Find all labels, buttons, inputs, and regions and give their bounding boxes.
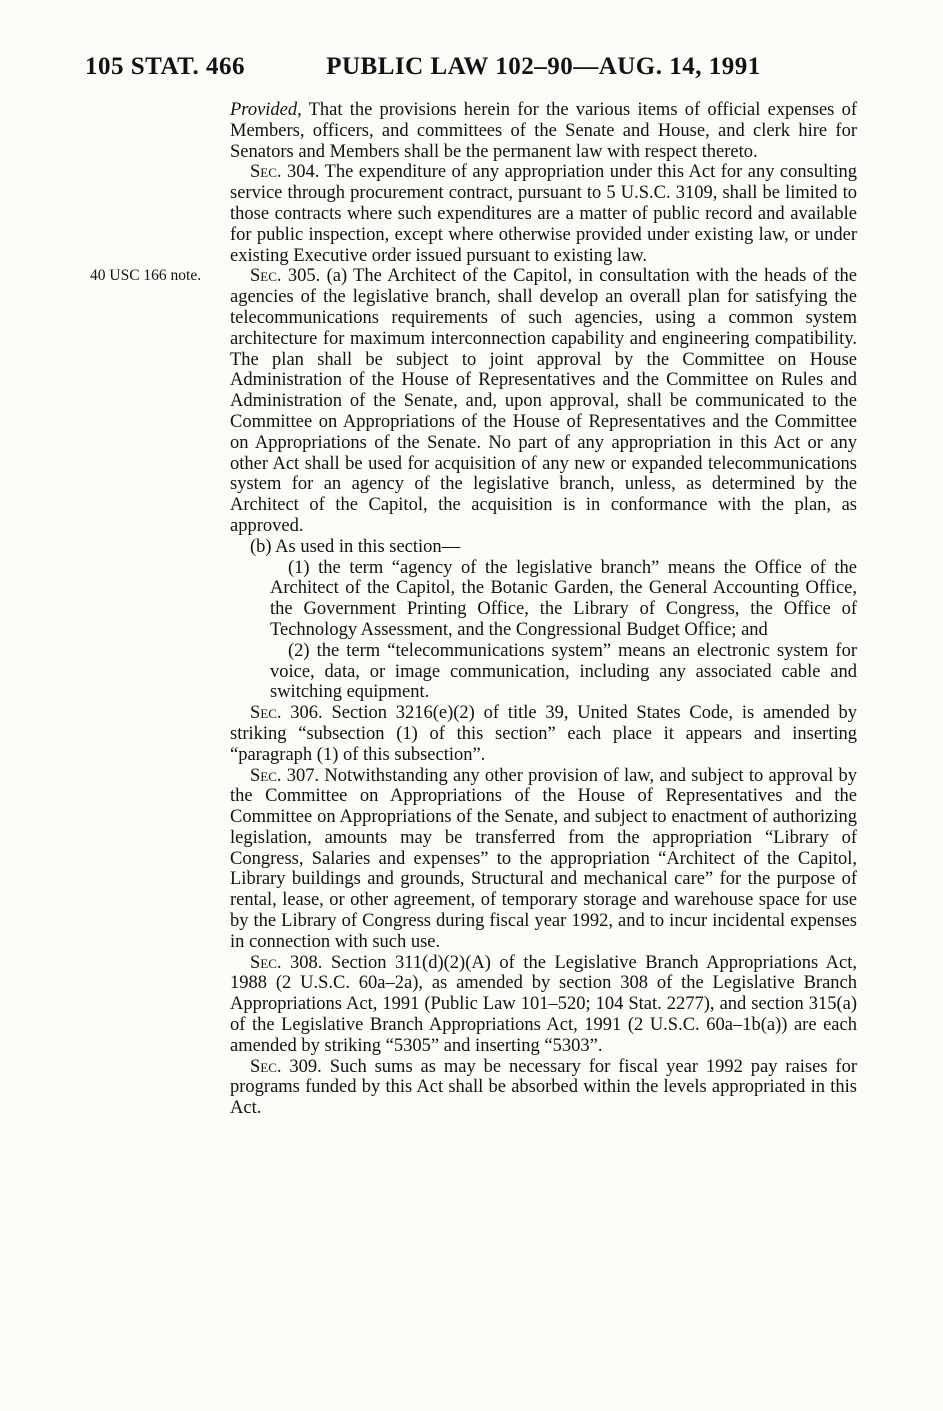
section-label: Sec. 307.: [250, 765, 320, 786]
section-label: Sec. 304.: [250, 162, 320, 183]
paragraph-para-b2: (2) the term “telecommunications system” means an electronic system for voice, data, or image communication, including any associated cable and switching equipment.: [270, 640, 857, 703]
paragraph-proviso: Provided, That the provisions herein for the various items of official expenses of Members, officers, and committees of the Senate and House, and clerk hire for Senators and Members shall be the permanent law with respect thereto.: [230, 100, 857, 162]
section-label: Sec. 306.: [250, 703, 323, 724]
body-text: [230, 100, 857, 1119]
section-label: Sec. 309.: [250, 1056, 322, 1077]
paragraph-sec-307: Sec. 307. Notwithstanding any other provision of law, and subject to approval by the Committee on Appropriations of the House of Representatives and the Committee on Appropriations of the Senate, and subject to enactment of authorizing legislation, amounts may be transferred from the appropriation “Library of Congress, Salaries and expenses” to the appropriation “Architect of the Capitol, Library buildings and grounds, Structural and mechanical care” for the purpose of rental, lease, or other agreement, of temporary storage and warehouse space for use by the Library of Congress during fiscal year 1992, and to incur incidental expenses in connection with such use.: [230, 765, 858, 952]
paragraph-sec-304: Sec. 304. The expenditure of any appropriation under this Act for any consulting service through procurement contract, pursuant to 5 U.S.C. 3109, shall be limited to those contracts where such expenditures are a matter of public record and available for public inspection, except where otherwise provided under existing law, or under existing Executive order issued pursuant to existing law.: [230, 162, 857, 266]
section-label: Sec. 305.: [250, 266, 321, 287]
paragraph-sec-305: Sec. 305. (a) The Architect of the Capitol, in consultation with the heads of the agencies of the legislative branch, shall develop an overall plan for satisfying the telecommunications requirements of such agencies, using a common system architecture for maximum interconnection capability and engineering compatibility. The plan shall be subject to joint approval by the Committee on House Administration of the House of Representatives and the Committee on Rules and Administration of the Senate, and, upon approval, shall be communicated to the Committee on Appropriations of the House of Representatives and the Committee on Appropriations of the Senate. No part of any appropriation in this Act or any other Act shall be used for acquisition of any new or expanded telecommunications system for an agency of the legislative branch, unless, as determined by the Architect of the Capitol, the acquisition is in conformance with the plan, as approved.: [230, 266, 857, 536]
section-label: Sec. 308.: [250, 952, 323, 973]
stat-page-number: 105 STAT. 466: [85, 53, 245, 80]
paragraph-para-b: (b) As used in this section—: [250, 536, 461, 557]
paragraph-sec-309: Sec. 309. Such sums as may be necessary for fiscal year 1992 pay raises for programs funded by this Act shall be absorbed within the levels appropriated in this Act.: [230, 1056, 857, 1119]
running-head: [0, 53, 943, 83]
margin-note: 40 USC 166 note.: [90, 267, 202, 284]
proviso-lead: Provided,: [230, 100, 302, 120]
public-law-title: PUBLIC LAW 102–90—AUG. 14, 1991: [326, 53, 761, 80]
paragraph-sec-306: Sec. 306. Section 3216(e)(2) of title 39, United States Code, is amended by striking “subsection (1) of this section” each place it appears and inserting “paragraph (1) of this subsection”.: [230, 703, 857, 765]
paragraph-para-b1: (1) the term “agency of the legislative branch” means the Office of the Architect of the Capitol, the Botanic Garden, the General Accounting Office, the Government Printing Office, the Library of Congress, the Office of Technology Assessment, and the Congressional Budget Office; and: [270, 557, 857, 640]
paragraph-sec-308: Sec. 308. Section 311(d)(2)(A) of the Legislative Branch Appropriations Act, 1988 (2 U.S.C. 60a–2a), as amended by section 308 of the Legislative Branch Appropriations Act, 1991 (Public Law 101–520; 104 Stat. 2277), and section 315(a) of the Legislative Branch Appropriations Act, 1991 (2 U.S.C. 60a–1b(a)) are each amended by striking “5305” and inserting “5303”.: [230, 952, 857, 1056]
